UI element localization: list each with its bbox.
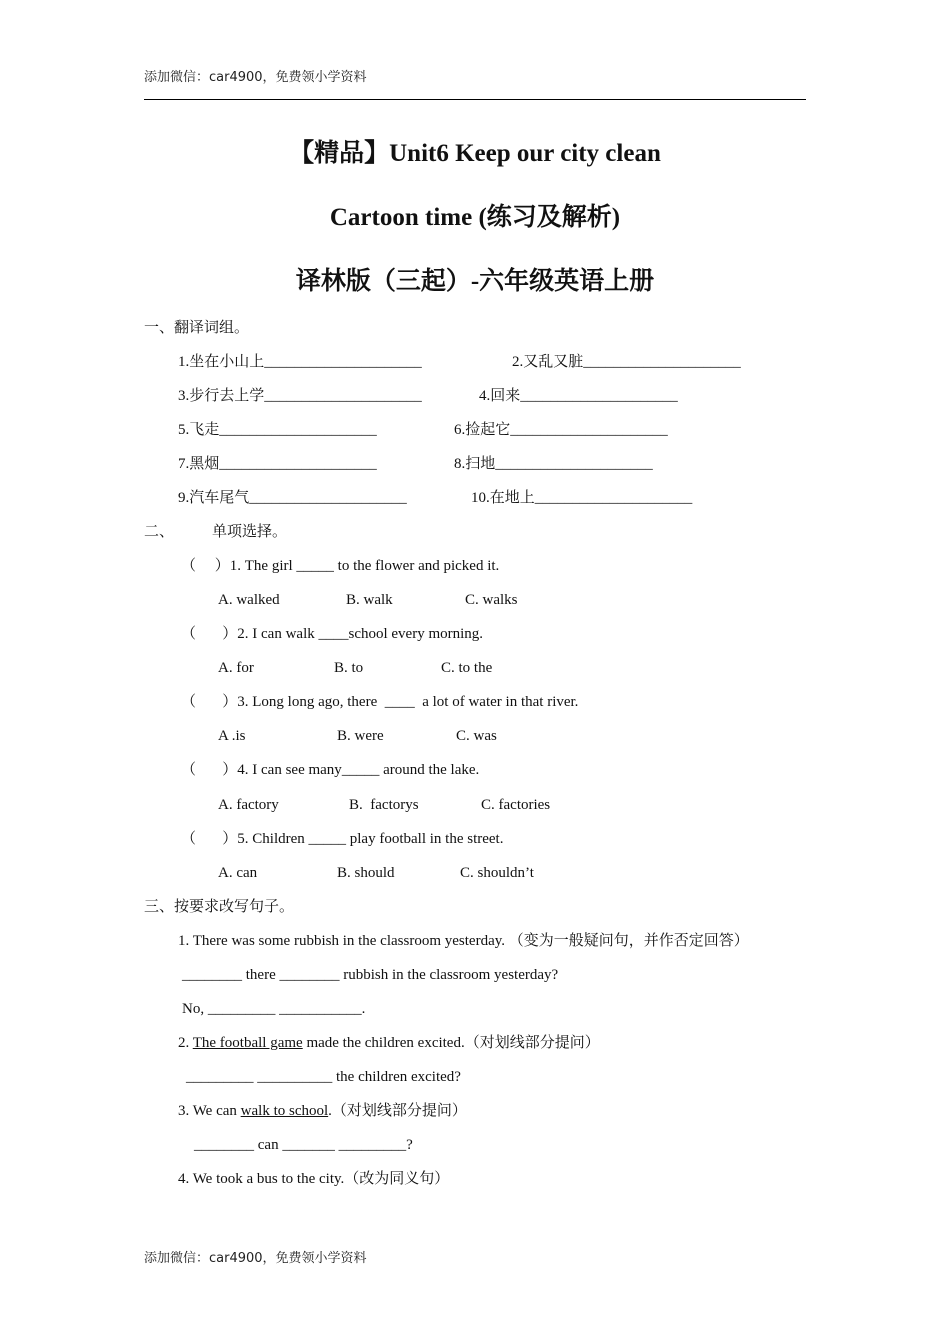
section2-heading: 单项选择。	[212, 524, 288, 540]
question-1	[181, 556, 499, 576]
vocab-item: 2.又乱又脏_____________________	[512, 354, 741, 370]
question-stem: play football in the street.	[346, 831, 504, 847]
section2-heading-number: 二、	[144, 524, 175, 540]
answer-paren: （ ）	[181, 558, 230, 574]
option-a: A .is	[218, 728, 246, 744]
answer-blank: ____	[384, 694, 415, 710]
answer-paren: （ ）	[181, 831, 238, 847]
option-a: A. can	[218, 865, 258, 881]
answer-line: No, _________ ___________.	[182, 1001, 366, 1017]
rewrite-question-4: 4. We took a bus to the city.（改为同义句）	[178, 1171, 450, 1187]
title-line-2: Cartoon time (练习及解析)	[329, 204, 621, 231]
vocab-item: 7.黑烟_____________________	[178, 456, 377, 472]
question-stem: 2. I can walk	[237, 626, 319, 642]
option-c: C. factories	[481, 797, 551, 813]
vocab-item: 1.坐在小山上_____________________	[178, 354, 422, 370]
option-b: B. should	[337, 865, 395, 881]
option-c: C. to the	[441, 660, 493, 676]
answer-line: ________ can _______ _________?	[194, 1137, 413, 1153]
question-2	[181, 624, 483, 644]
option-a: A. walked	[218, 592, 280, 608]
question-stem: around the lake.	[379, 762, 480, 778]
page-footer: 添加微信：car4900，免费领小学资料	[144, 1251, 367, 1266]
rewrite-question-3: 3. We can walk to school.（对划线部分提问）	[178, 1103, 467, 1119]
answer-paren: （ ）	[181, 694, 238, 710]
question-stem: a lot of water in that river.	[414, 694, 579, 710]
title-line-3: 译林版（三起）-六年级英语上册	[295, 268, 655, 295]
vocab-item: 10.在地上_____________________	[471, 490, 693, 506]
question-stem: 1. The girl	[229, 558, 297, 574]
page-header: 添加微信：car4900，免费领小学资料	[144, 70, 367, 85]
vocab-item: 8.扫地_____________________	[454, 456, 653, 472]
answer-blank: _____	[341, 762, 380, 778]
section3-heading: 三、按要求改写句子。	[144, 899, 295, 915]
rewrite-question-2: 2. The football game made the children excited.（对划线部分提问）	[178, 1035, 600, 1051]
underlined-phrase: The football game	[192, 1035, 303, 1051]
option-c: C. shouldn’t	[460, 865, 534, 881]
header-rule	[144, 99, 806, 100]
question-stem: 5. Children	[237, 831, 309, 847]
rewrite-question-1: 1. There was some rubbish in the classroom yesterday. （变为一般疑问句，并作否定回答）	[178, 933, 749, 949]
option-b: B. factorys	[349, 797, 419, 813]
vocab-item: 9.汽车尾气_____________________	[178, 490, 407, 506]
option-a: A. factory	[218, 797, 279, 813]
answer-blank: _____	[308, 831, 347, 847]
answer-paren: （ ）	[181, 626, 238, 642]
question-stem: 3. Long long ago, there	[237, 694, 385, 710]
question-4	[181, 760, 479, 780]
vocab-item: 5.飞走_____________________	[178, 422, 377, 438]
question-stem: school every morning.	[348, 626, 484, 642]
answer-line: ________ there ________ rubbish in the classroom yesterday?	[182, 967, 559, 983]
title-line-1: 【精品】Unit6 Keep our city clean	[289, 140, 661, 167]
option-b: B. to	[334, 660, 364, 676]
vocab-item: 6.捡起它_____________________	[454, 422, 668, 438]
vocab-item: 4.回来_____________________	[479, 388, 678, 404]
option-a: A. for	[218, 660, 254, 676]
option-b: B. were	[337, 728, 384, 744]
question-stem: 4. I can see many	[237, 762, 342, 778]
option-c: C. was	[456, 728, 497, 744]
question-5	[181, 829, 503, 849]
question-3	[181, 692, 578, 712]
question-stem: to the flower and picked it.	[333, 558, 500, 574]
answer-blank: _____	[296, 558, 334, 574]
section1-heading: 一、翻译词组。	[144, 320, 250, 336]
answer-blank: ____	[318, 626, 349, 642]
option-c: C. walks	[465, 592, 518, 608]
option-b: B. walk	[346, 592, 393, 608]
answer-paren: （ ）	[181, 762, 238, 778]
underlined-phrase: walk to school	[240, 1103, 329, 1119]
vocab-item: 3.步行去上学_____________________	[178, 388, 422, 404]
answer-line: _________ __________ the children excited?	[186, 1069, 461, 1085]
